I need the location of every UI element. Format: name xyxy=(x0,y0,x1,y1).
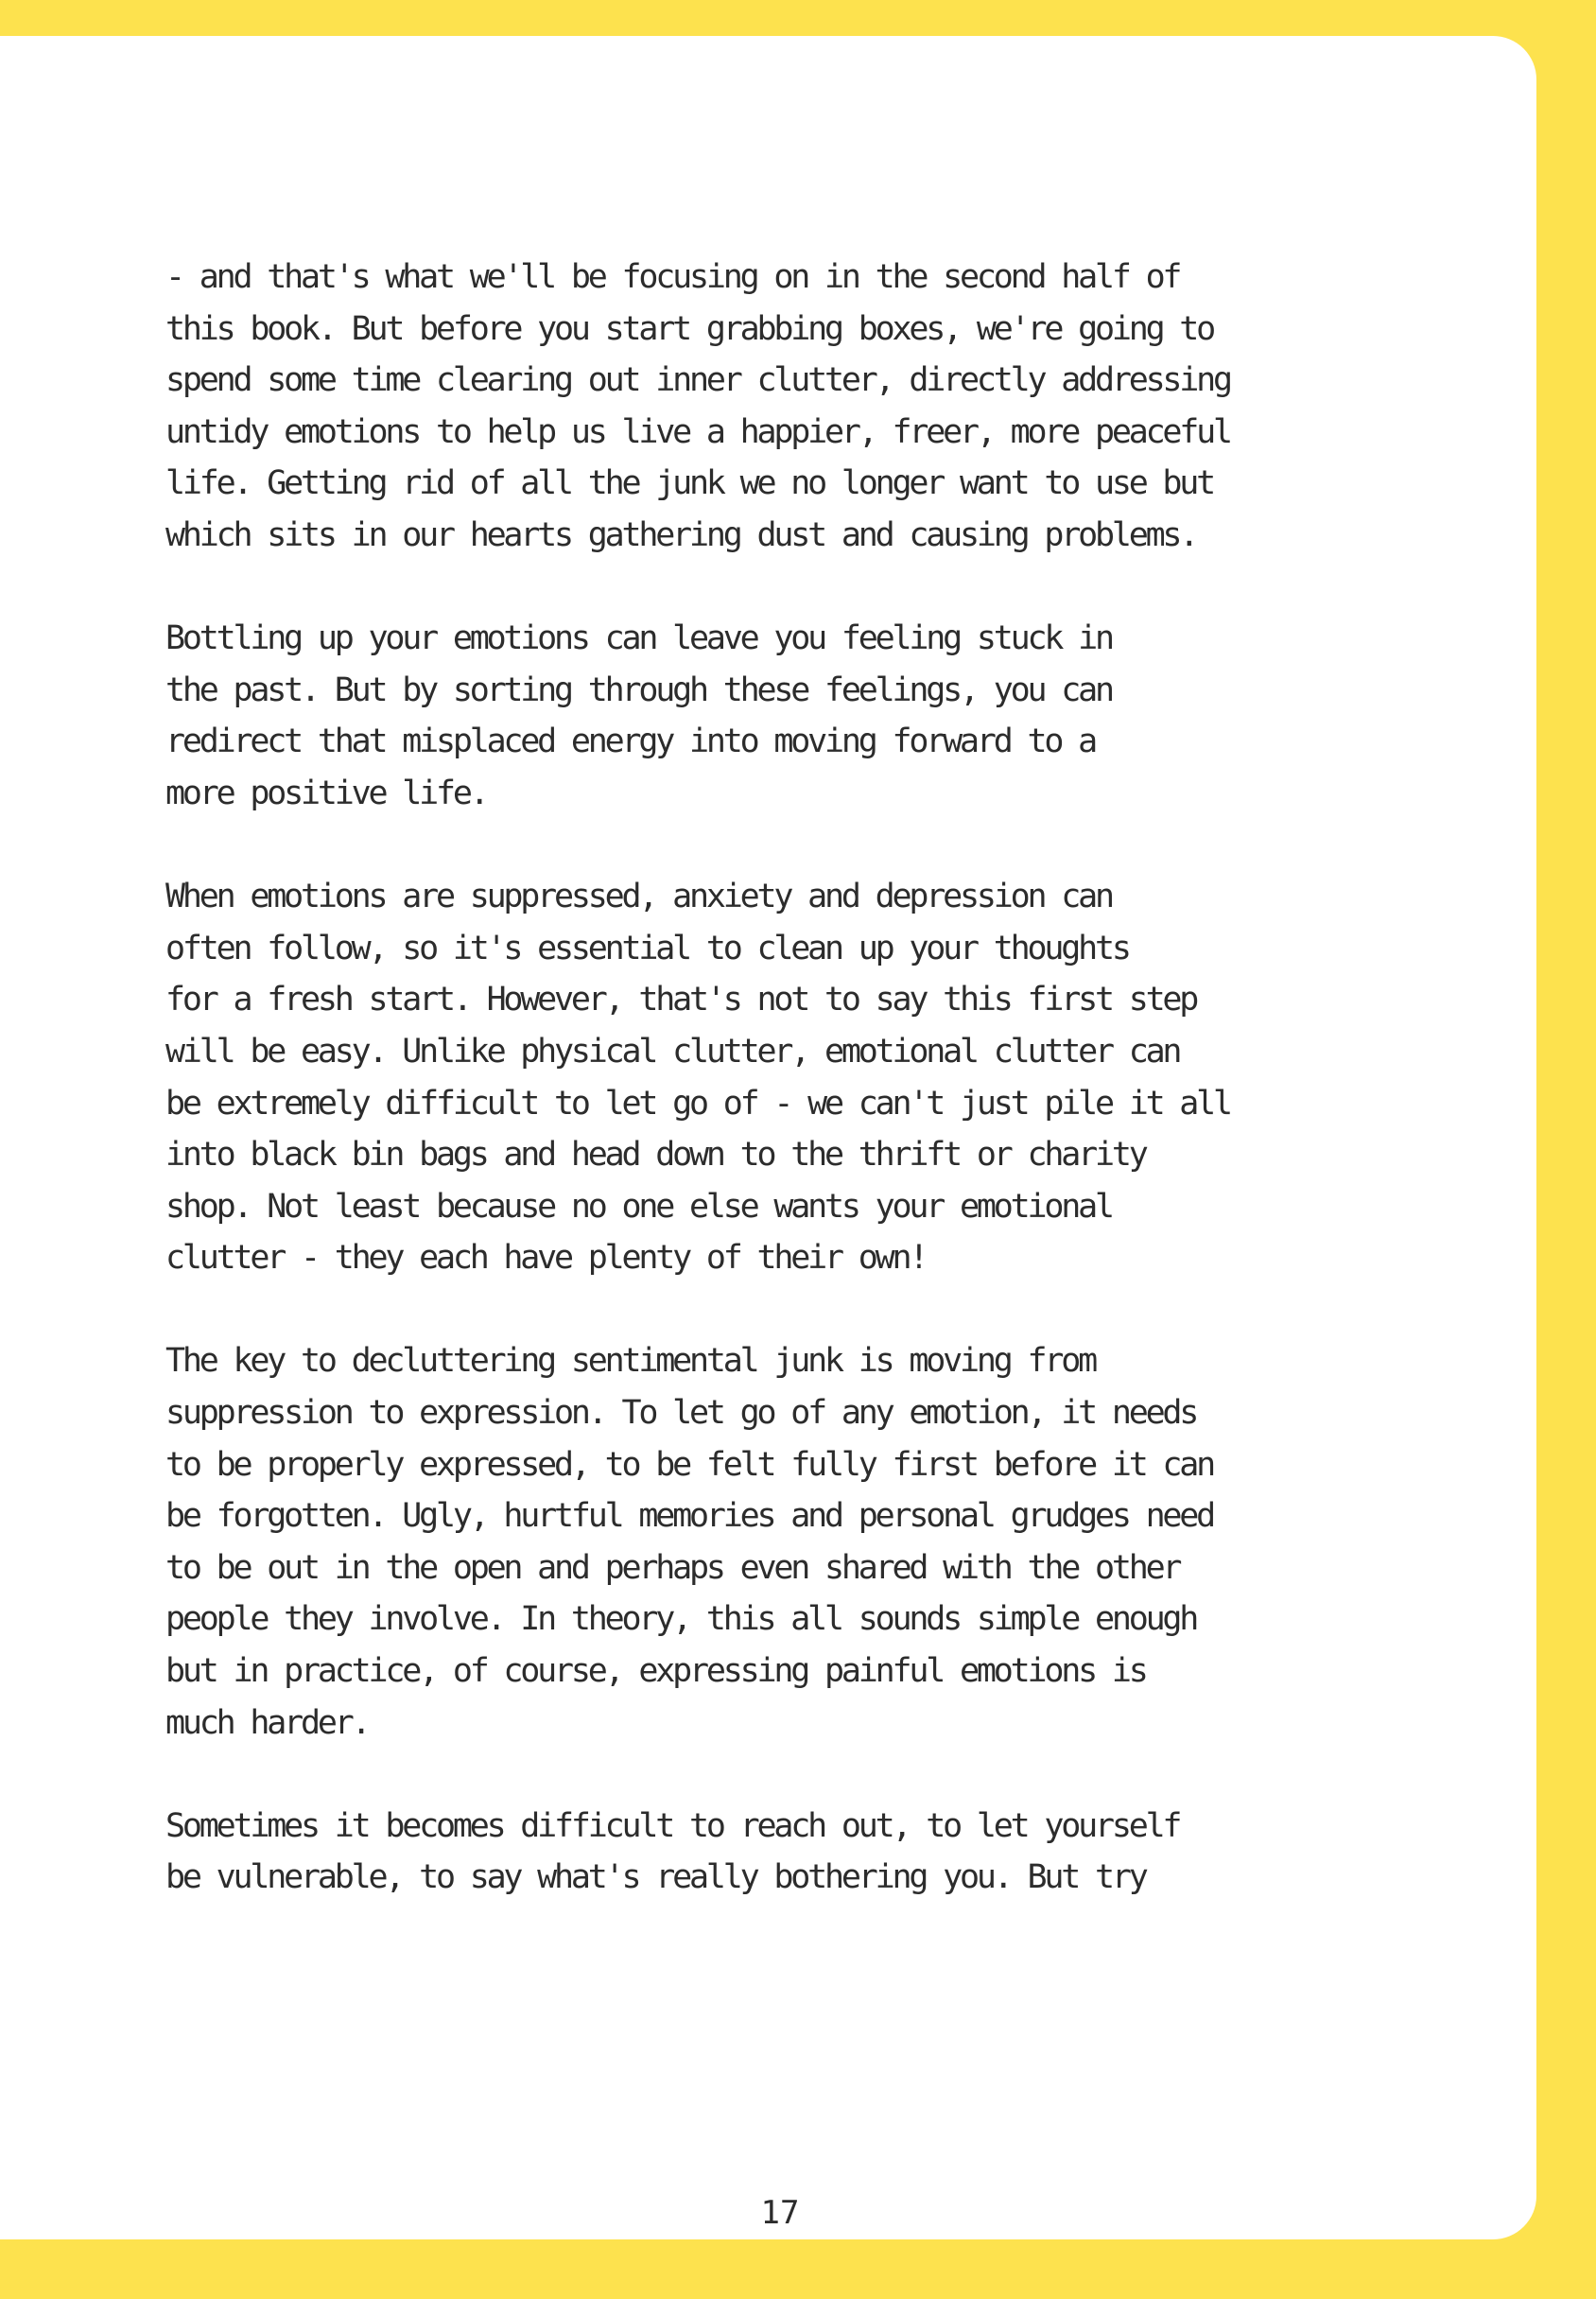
text-line: which sits in our hearts gathering dust and causing problems. xyxy=(165,515,1197,554)
text-line: the past. But by sorting through these feelings, you can xyxy=(165,671,1112,709)
page-number: 17 xyxy=(760,2194,800,2232)
text-line: untidy emotions to help us live a happier, freer, more peaceful xyxy=(165,412,1230,451)
text-line: Bottling up your emotions can leave you feeling stuck in xyxy=(165,619,1112,658)
paragraph xyxy=(165,871,1423,1284)
paragraph xyxy=(165,252,1423,562)
text-line: into black bin bags and head down to the thrift or charity xyxy=(165,1136,1146,1175)
text-line: life. Getting rid of all the junk we no longer want to use but xyxy=(165,464,1214,503)
text-line: Sometimes it becomes difficult to reach out, to let yourself xyxy=(165,1806,1180,1845)
text-line: spend some time clearing out inner clutter, directly addressing xyxy=(165,361,1230,400)
text-line: The key to decluttering sentimental junk is moving from xyxy=(165,1342,1095,1381)
paragraph xyxy=(165,1801,1423,1904)
body-text xyxy=(165,252,1423,1956)
book-page xyxy=(0,36,1536,2239)
text-line: this book. But before you start grabbing boxes, we're going to xyxy=(165,309,1214,348)
text-line: be extremely difficult to let go of - we can't just pile it all xyxy=(165,1084,1230,1123)
paragraph xyxy=(165,613,1423,819)
text-line: often follow, so it's essential to clean up your thoughts xyxy=(165,929,1129,967)
text-line: to be out in the open and perhaps even shared with the other xyxy=(165,1548,1180,1587)
paragraph xyxy=(165,1335,1423,1749)
text-line: When emotions are suppressed, anxiety and depression can xyxy=(165,878,1112,916)
text-line: - and that's what we'll be focusing on in the second half of xyxy=(165,258,1180,296)
text-line: to be properly expressed, to be felt fully first before it can xyxy=(165,1445,1214,1484)
text-line: much harder. xyxy=(165,1703,369,1742)
text-line: for a fresh start. However, that's not to say this first step xyxy=(165,981,1197,1019)
text-line: be vulnerable, to say what's really bothering you. But try xyxy=(165,1858,1146,1897)
text-line: clutter - they each have plenty of their own! xyxy=(165,1239,927,1278)
text-line: more positive life. xyxy=(165,774,487,812)
text-line: shop. Not least because no one else wants your emotional xyxy=(165,1187,1112,1226)
text-line: suppression to expression. To let go of any emotion, it needs xyxy=(165,1394,1197,1433)
text-line: be forgotten. Ugly, hurtful memories and personal grudges need xyxy=(165,1497,1214,1536)
text-line: will be easy. Unlike physical clutter, emotional clutter can xyxy=(165,1032,1180,1071)
text-line: but in practice, of course, expressing painful emotions is xyxy=(165,1652,1146,1691)
text-line: redirect that misplaced energy into moving forward to a xyxy=(165,723,1095,761)
text-line: people they involve. In theory, this all sounds simple enough xyxy=(165,1600,1197,1639)
